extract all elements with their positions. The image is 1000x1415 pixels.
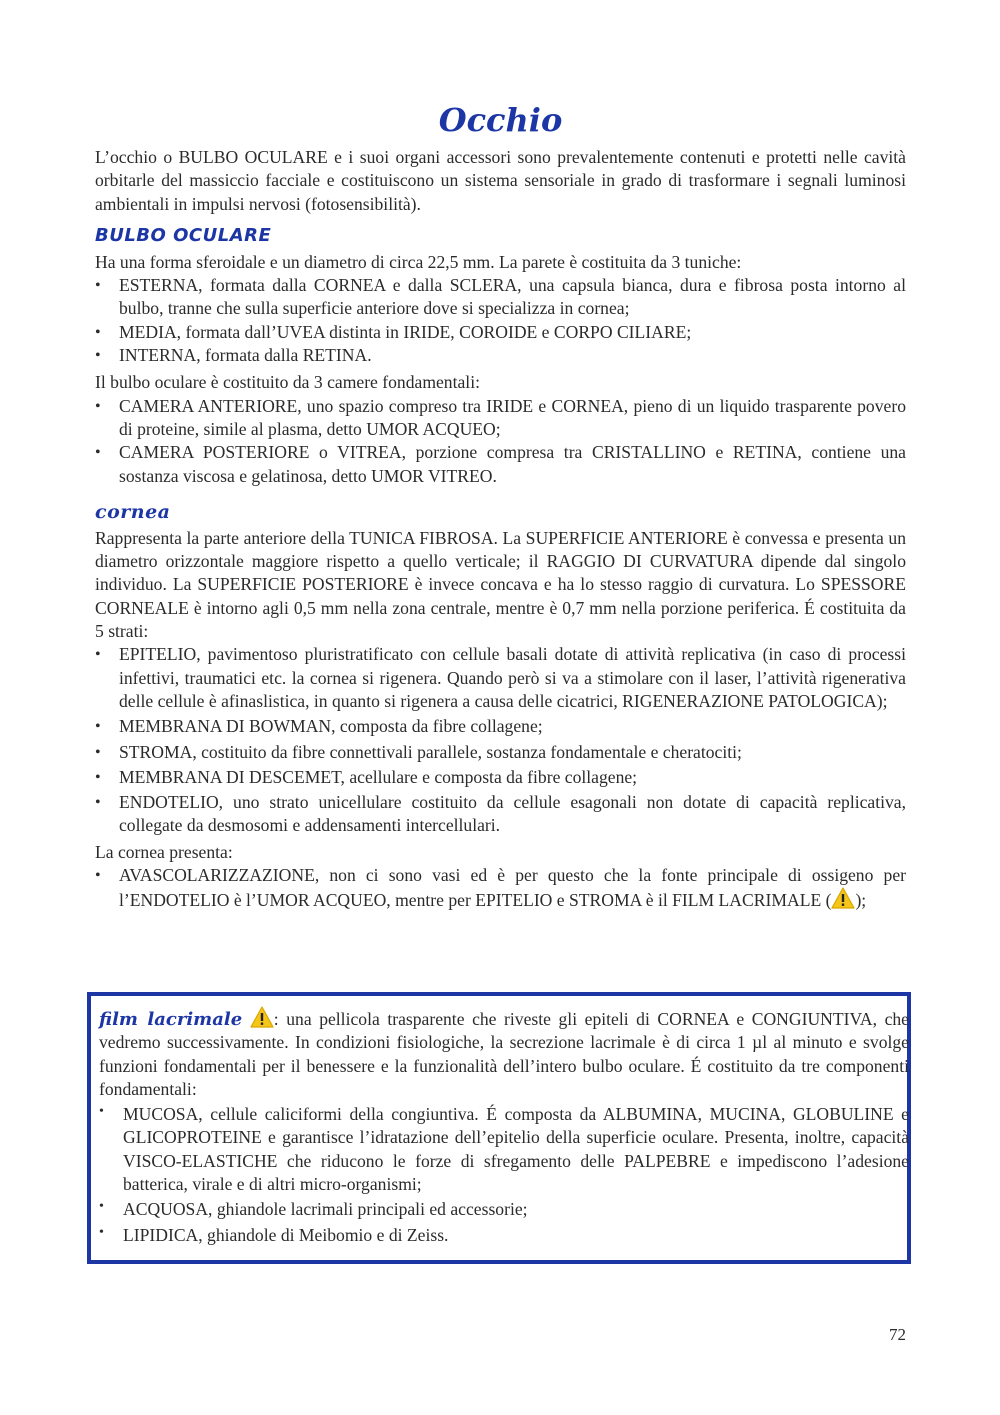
list-item: • INTERNA, formata dalla RETINA. bbox=[95, 344, 906, 367]
bulbo-paragraph-1: Ha una forma sferoidale e un diametro di circa 22,5 mm. La parete è costituita da 3 tuniche: bbox=[95, 251, 742, 272]
list-item bbox=[95, 864, 906, 913]
list-item: • STROMA, costituito da fibre connettivali parallele, sostanza fondamentale e cheratociti; bbox=[95, 741, 906, 764]
cornea-paragraph-1: Rappresenta la parte anteriore della TUNICA FIBROSA. La SUPERFICIE ANTERIORE è convessa e presenta un diametro orizzontale maggiore rispetto a quello verticale; il RAGGIO DI CURVATURA dipende dal singolo individuo. La SUPERFICIE POSTERIORE è invece concava e ha lo stesso raggio di curvatura. Lo SPESSORE CORNEALE è intorno agli 0,5 mm nella zona centrale, mentre è 0,7 mm nella porzione periferica. É costituita da 5 strati: bbox=[95, 527, 906, 642]
list-item: • CAMERA ANTERIORE, uno spazio compreso tra IRIDE e CORNEA, pieno di un liquido trasparente povero di proteine, simile al plasma, detto UMOR ACQUEO; bbox=[95, 395, 906, 442]
film-lacrimale-content bbox=[99, 1006, 909, 1250]
page-title: Occhio bbox=[438, 101, 563, 139]
list-item: • CAMERA POSTERIORE o VITREA, porzione compresa tra CRISTALLINO e RETINA, contiene una sostanza viscosa e gelatinosa, detto UMOR VITREO. bbox=[95, 441, 906, 488]
film-lacrimale-paragraph bbox=[99, 1006, 909, 1101]
presenta-end: ); bbox=[855, 890, 867, 911]
list-item: • LIPIDICA, ghiandole di Meibomio e di Zeiss. bbox=[99, 1224, 909, 1247]
list-item: • MEMBRANA DI DESCEMET, acellulare e composta da fibre collagene; bbox=[95, 766, 906, 789]
film-lacrimale-text: : una pellicola trasparente che riveste gli epiteli di CORNEA e CONGIUNTIVA, che vedremo successivamente. In condizioni fisiologiche, la secrezione lacrimale è di circa 1 µl al minuto e svolge funzioni fondamentali per il benessere e la funzionalità dell’intero bulbo oculare. É costituito da tre componenti fondamentali: bbox=[99, 1009, 909, 1099]
section-heading-cornea: cornea bbox=[95, 500, 171, 523]
page-content bbox=[95, 98, 906, 916]
presenta-text: AVASCOLARIZZAZIONE, non ci sono vasi ed è per questo che la fonte principale di ossigeno per l’ENDOTELIO è l’UMOR ACQUEO, mentre per EPITELIO e STROMA è il FILM LACRIMALE ( bbox=[119, 865, 906, 911]
warning-icon bbox=[831, 887, 855, 907]
list-item: • ACQUOSA, ghiandole lacrimali principali ed accessorie; bbox=[99, 1198, 909, 1221]
list-item: • ENDOTELIO, uno strato unicellulare costituito da cellule esagonali non dotate di capacità replicativa, collegate da desmosomi e addensamenti intercellulari. bbox=[95, 791, 906, 838]
film-lacrimale-box bbox=[87, 992, 911, 1264]
presenta-list bbox=[95, 864, 906, 913]
list-item: • ESTERNA, formata dalla CORNEA e dalla SCLERA, una capsula bianca, dura e fibrosa posta intorno al bulbo, tranne che sulla superficie anteriore dove si specializza in cornea; bbox=[95, 274, 906, 321]
camere-list bbox=[95, 395, 906, 488]
section-heading-bulbo: BULBO OCULARE bbox=[95, 224, 272, 246]
warning-icon bbox=[250, 1006, 274, 1026]
list-item: • EPITELIO, pavimentoso pluristratificato con cellule basali dotate di attività replicativa (in caso di processi infettivi, traumatici etc. la cornea si rigenera. Quando però si va a stimolare con il laser, l’attività rigenerativa delle cellule è afinaslistica, in quanto si rigenera a causa delle cicatrici, RIGENERAZIONE PATOLOGICA); bbox=[95, 643, 906, 713]
componenti-list bbox=[99, 1103, 909, 1247]
cornea-paragraph-2: La cornea presenta: bbox=[95, 841, 233, 862]
intro-paragraph: L’occhio o BULBO OCULARE e i suoi organi accessori sono prevalentemente contenuti e protetti nelle cavità orbitarle del massiccio facciale e costituiscono un sistema sensoriale in grado di trasformare i segnali luminosi ambientali in impulsi nervosi (fotosensibilità). bbox=[95, 147, 906, 214]
page-number: 72 bbox=[889, 1325, 906, 1344]
film-lacrimale-title: film lacrimale bbox=[99, 1009, 243, 1030]
tuniche-list bbox=[95, 274, 906, 367]
strati-list bbox=[95, 643, 906, 837]
list-item: • MEMBRANA DI BOWMAN, composta da fibre collagene; bbox=[95, 715, 906, 738]
list-item: • MUCOSA, cellule caliciformi della congiuntiva. É composta da ALBUMINA, MUCINA, GLOBULINE e GLICOPROTEINE e garantisce l’idratazione dell’epitelio della superficie oculare. Presenta, inoltre, capacità VISCO-ELASTICHE che riducono le forze di sfregamento delle PALPEBRE e impediscono l’adesione batterica, virale e di altri micro-organismi; bbox=[99, 1103, 909, 1196]
list-item: • MEDIA, formata dall’UVEA distinta in IRIDE, COROIDE e CORPO CILIARE; bbox=[95, 321, 906, 344]
bulbo-paragraph-2: Il bulbo oculare è costituito da 3 camere fondamentali: bbox=[95, 372, 480, 393]
